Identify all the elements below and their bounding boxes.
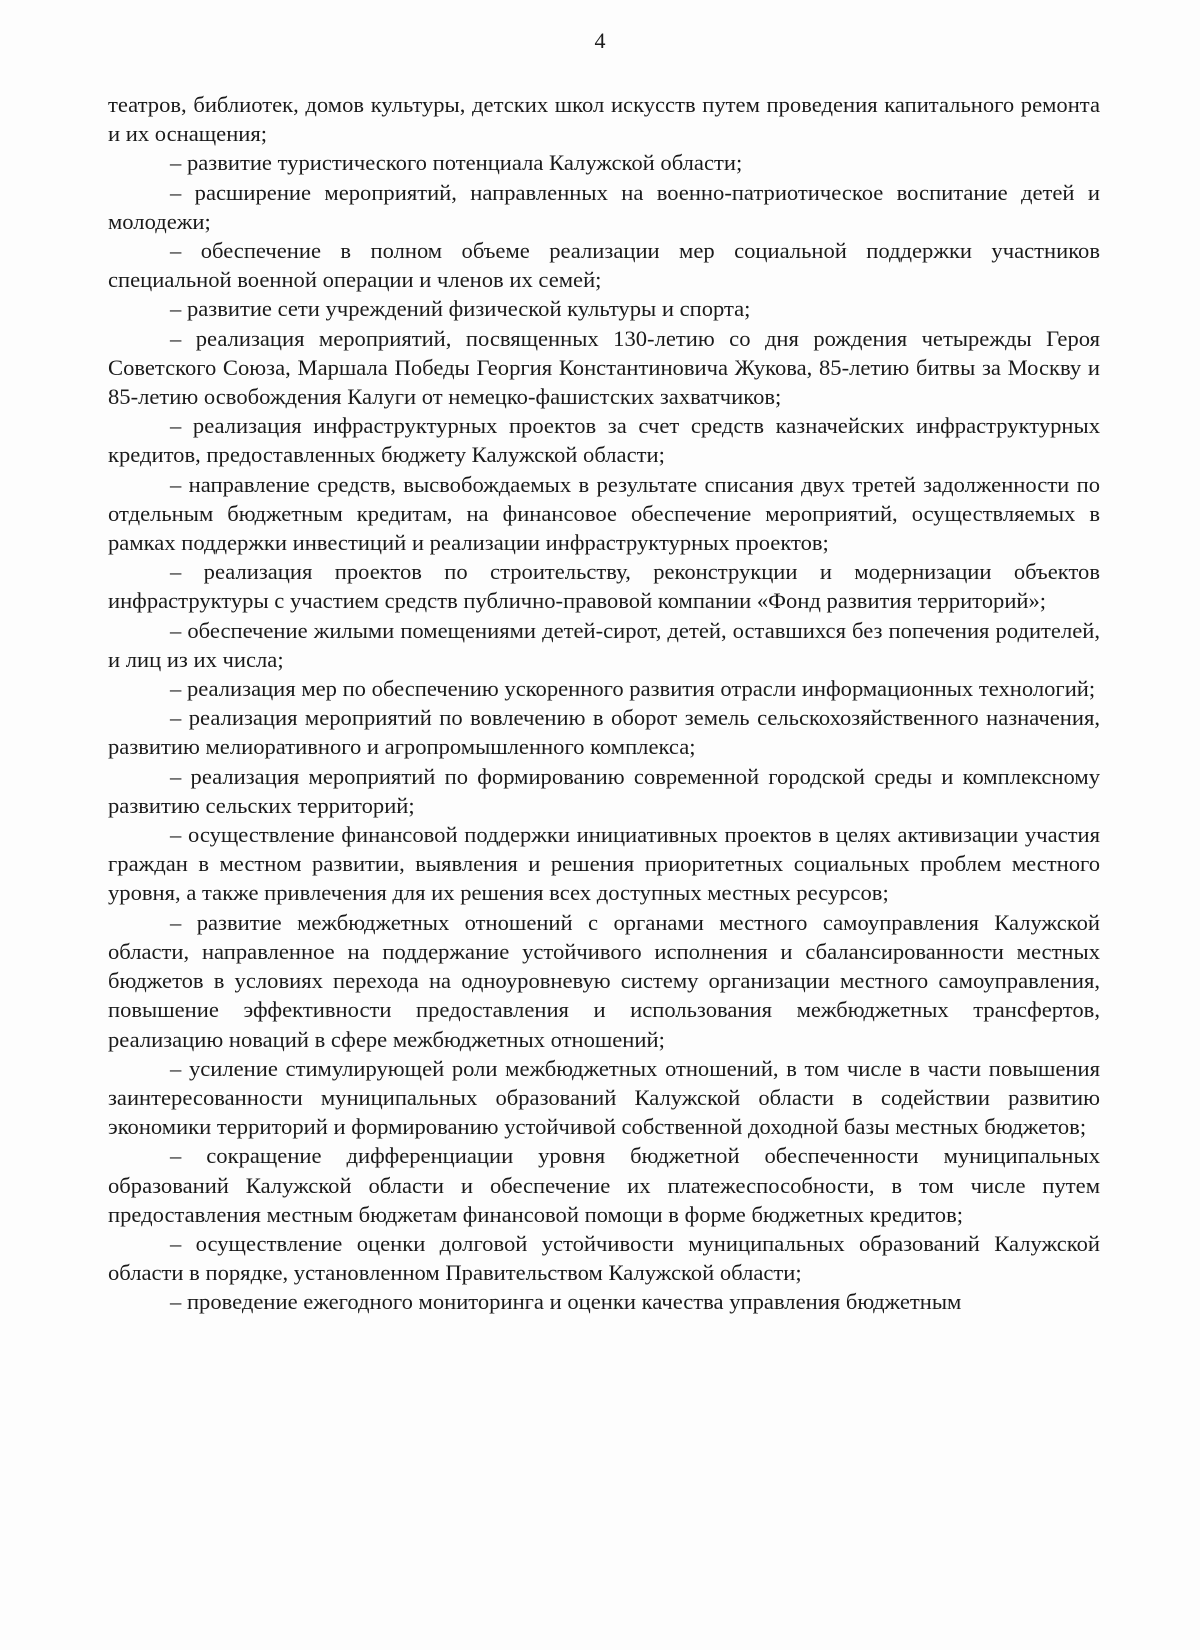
list-item-debt-write-off: – направление средств, высвобождаемых в результате списания двух третей задолженности по отдельным бюджетным кредитам, на финансовое обеспечение мероприятий, осуществляемых в рамках поддержки инвестиций и реализации инфраструктурных проектов; xyxy=(108,471,1100,556)
page-number: 4 xyxy=(594,28,606,53)
document-body xyxy=(108,90,1100,1317)
list-item-quality-monitoring: – проведение ежегодного мониторинга и оценки качества управления бюджетным xyxy=(170,1289,962,1315)
list-item-initiative-projects: – осуществление финансовой поддержки инициативных проектов в целях активизации участия граждан в местном развитии, выявления и решения приоритетных социальных проблем местного уровня, а также привлечения для их решения всех доступных местных ресурсов; xyxy=(108,822,1100,906)
list-item-orphan-housing: – обеспечение жилыми помещениями детей-сирот, детей, оставшихся без попечения родителей, и лиц из их числа; xyxy=(108,617,1100,672)
list-item-agriculture-land: – реализация мероприятий по вовлечению в оборот земель сельскохозяйственного назначения, развитию мелиоративного и агропромышленного комплекса; xyxy=(108,705,1100,760)
list-item-it-development: – реализация мер по обеспечению ускоренного развития отрасли информационных технологий; xyxy=(170,676,1096,702)
list-item-territory-fund: – реализация проектов по строительству, реконструкции и модернизации объектов инфраструктуры с участием средств публично-правовой компании «Фонд развития территорий»; xyxy=(108,559,1100,614)
list-item-urban-environment: – реализация мероприятий по формированию современной городской среды и комплексному развитию сельских территорий; xyxy=(108,763,1100,818)
list-item-patriotic-education: – расширение мероприятий, направленных на военно-патриотическое воспитание детей и молодежи; xyxy=(108,179,1100,234)
list-item-sports-network: – развитие сети учреждений физической культуры и спорта; xyxy=(170,296,751,322)
list-item-budget-differentiation: – сокращение дифференциации уровня бюджетной обеспеченности муниципальных образований Калужской области и обеспечение их платежеспособности, в том числе путем предоставления местным бюджетам финансовой помощи в форме бюджетных кредитов; xyxy=(108,1143,1100,1227)
list-item-treasury-credits: – реализация инфраструктурных проектов за счет средств казначейских инфраструктурных кредитов, предоставленных бюджету Калужской области; xyxy=(108,413,1100,468)
list-item-interbudget-relations: – развитие межбюджетных отношений с органами местного самоуправления Калужской области, направленное на поддержание устойчивого исполнения и сбалансированности местных бюджетов в условиях перехода на одноуровневую систему организации местного самоуправления, повышение эффективности предоставления и использования межбюджетных трансфертов, реализацию новаций в сфере межбюджетных отношений; xyxy=(108,909,1100,1052)
list-item-svo-social-support: – обеспечение в полном объеме реализации мер социальной поддержки участников специальной военной операции и членов их семей; xyxy=(108,238,1100,293)
list-item-tourism: – развитие туристического потенциала Калужской области; xyxy=(170,150,743,176)
list-item-debt-sustainability: – осуществление оценки долговой устойчивости муниципальных образований Калужской области в порядке, установленном Правительством Калужской области; xyxy=(108,1230,1100,1286)
list-item-zhukov-anniversary: – реализация мероприятий, посвященных 130-летию со дня рождения четырежды Героя Советского Союза, Маршала Победы Георгия Константиновича Жукова, 85-летию битвы за Москву и 85-летию освобождения Калуги от немецко-фашистских захватчиков; xyxy=(108,325,1100,410)
paragraph-continuation: театров, библиотек, домов культуры, детских школ искусств путем проведения капитального ремонта и их оснащения; xyxy=(108,92,1100,147)
list-item-stimulating-role: – усиление стимулирующей роли межбюджетных отношений, в том числе в части повышения заинтересованности муниципальных образований Калужской области в содействии развитию экономики территорий и формированию устойчивой собственной доходной базы местных бюджетов; xyxy=(108,1055,1100,1140)
